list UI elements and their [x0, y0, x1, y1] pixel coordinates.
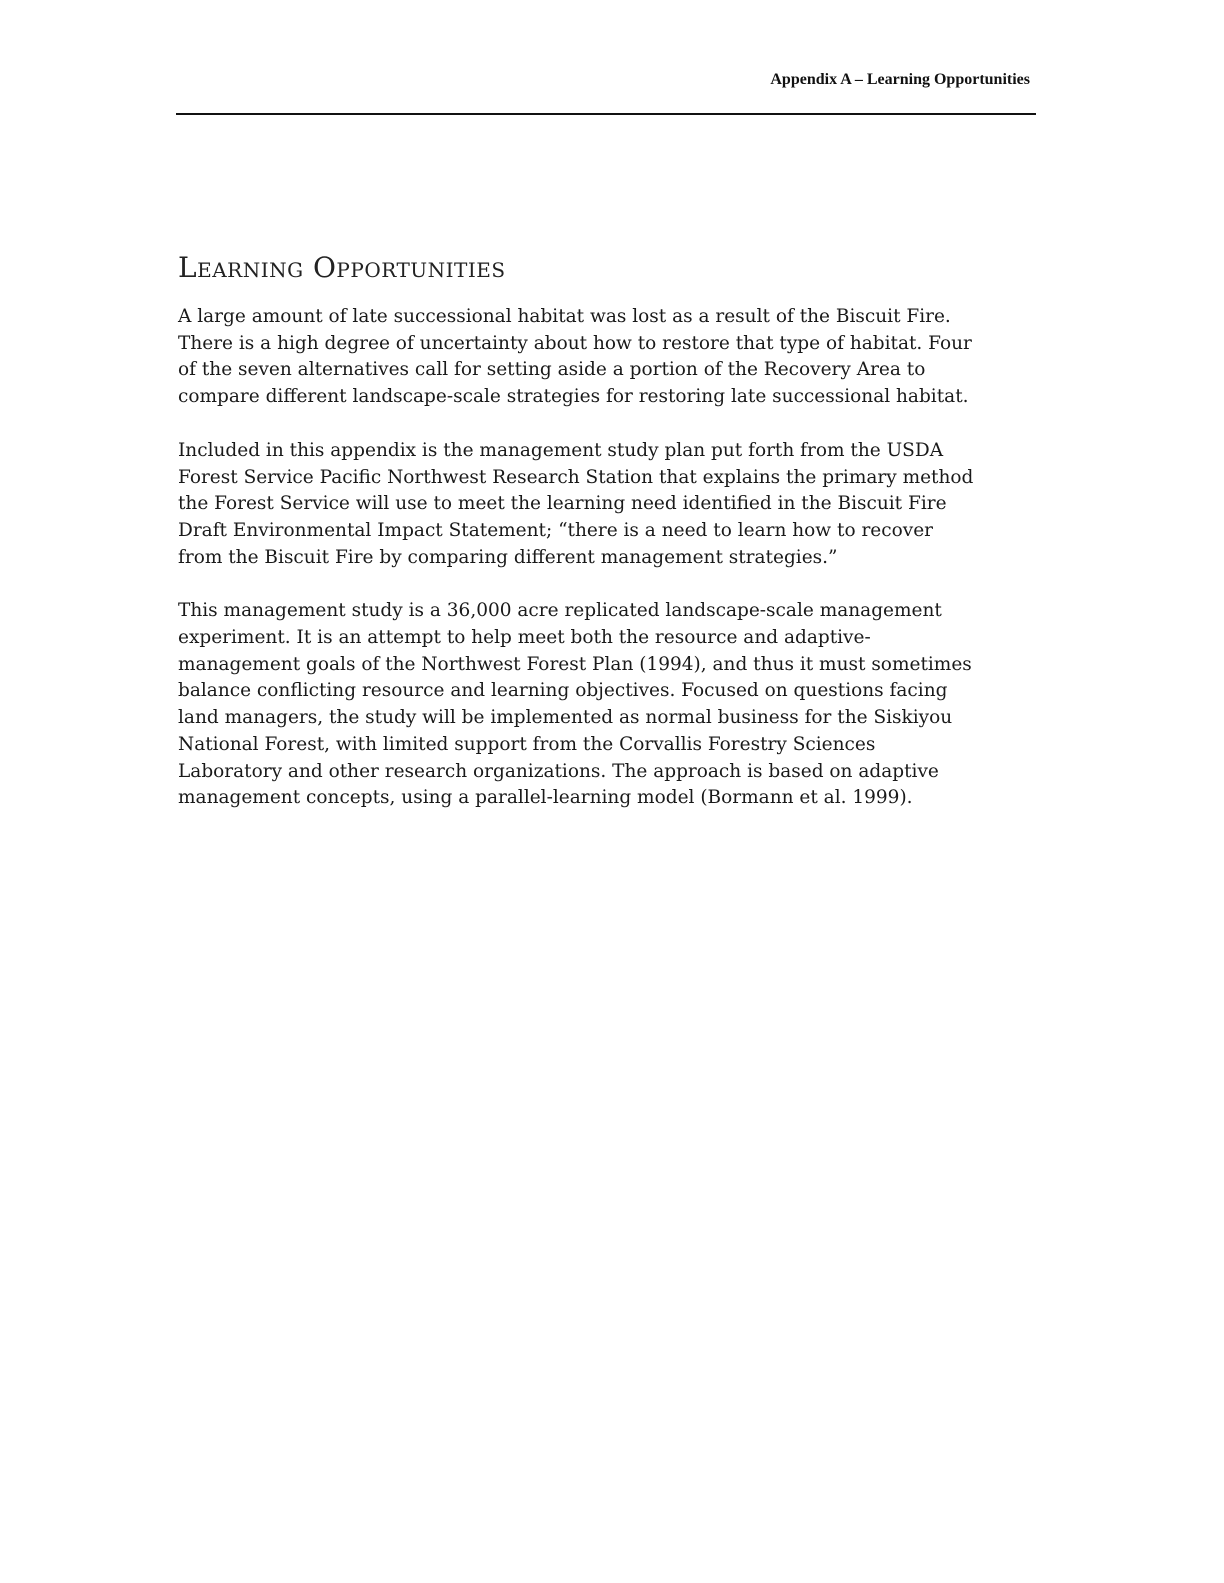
- text-line: management goals of the Northwest Forest Plan (1994), and thus it must sometimes: [178, 653, 972, 675]
- text-line: from the Biscuit Fire by comparing different management strategies.”: [178, 546, 838, 568]
- text-line: experiment. It is an attempt to help meet both the resource and adaptive-: [178, 627, 871, 649]
- paragraph-2: [178, 438, 974, 572]
- text-line: Draft Environmental Impact Statement; “there is a need to learn how to recover: [178, 519, 933, 541]
- page-header: [176, 68, 1036, 115]
- text-line: Included in this appendix is the management study plan put forth from the USDA: [178, 439, 944, 461]
- text-line: of the seven alternatives call for setting aside a portion of the Recovery Area to: [178, 359, 926, 381]
- section-title: Learning Opportunities: [178, 251, 506, 284]
- paragraph-1: [178, 304, 972, 411]
- section-content: [178, 250, 974, 839]
- paragraph-3: [178, 598, 972, 812]
- text-line: Forest Service Pacific Northwest Research Station that explains the primary method: [178, 466, 974, 488]
- text-line: compare different landscape-scale strategies for restoring late successional habitat.: [178, 386, 969, 408]
- text-line: There is a high degree of uncertainty about how to restore that type of habitat. Four: [178, 332, 972, 354]
- text-line: the Forest Service will use to meet the learning need identified in the Biscuit Fire: [178, 493, 947, 515]
- text-line: Laboratory and other research organizations. The approach is based on adaptive: [178, 760, 939, 782]
- text-line: management concepts, using a parallel-learning model (Bormann et al. 1999).: [178, 787, 913, 809]
- text-line: land managers, the study will be implemented as normal business for the Siskiyou: [178, 707, 953, 729]
- text-line: National Forest, with limited support from the Corvallis Forestry Sciences: [178, 733, 876, 755]
- running-head: Appendix A – Learning Opportunities: [770, 71, 1030, 88]
- text-line: This management study is a 36,000 acre replicated landscape-scale management: [178, 600, 942, 622]
- text-line: balance conflicting resource and learning objectives. Focused on questions facing: [178, 680, 948, 702]
- text-line: A large amount of late successional habitat was lost as a result of the Biscuit Fire.: [178, 306, 951, 327]
